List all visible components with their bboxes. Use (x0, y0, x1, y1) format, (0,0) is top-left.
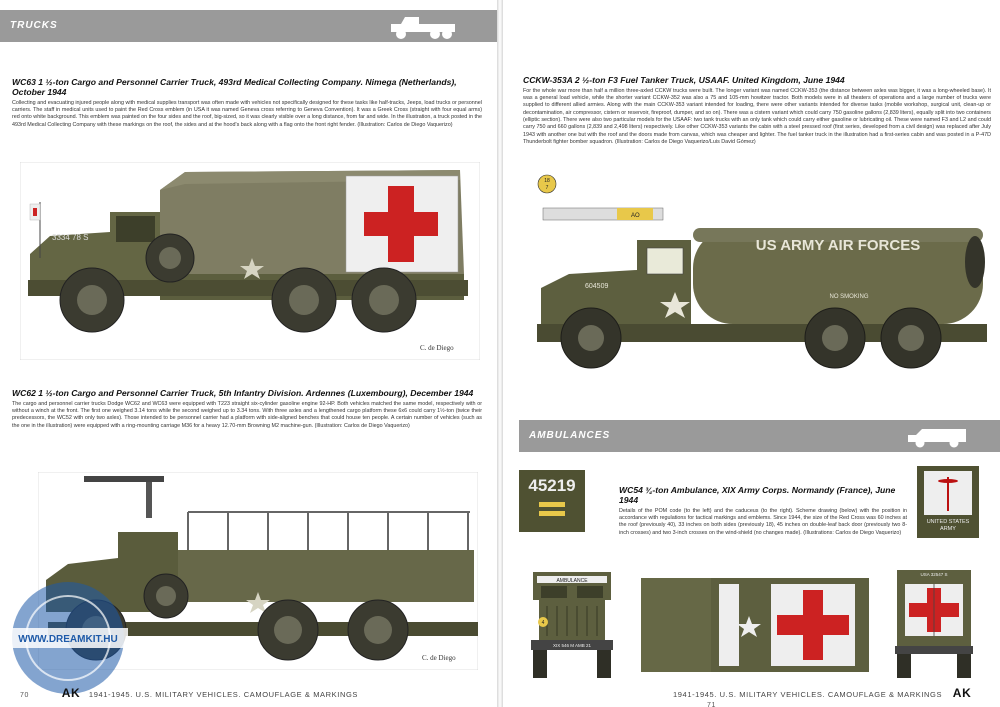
caduceus-caption-line2: ARMY (940, 526, 956, 533)
rear-bumper-code: USA 32547 S (920, 572, 948, 577)
section-label: AMBULANCES (529, 430, 611, 441)
illustration-credit: C. de Diego (422, 654, 456, 662)
caduceus-caption-line1: UNITED STATES (926, 519, 970, 525)
footer-left (20, 686, 358, 700)
section-header-trucks (0, 10, 497, 42)
footer-title: 1941-1945. U.S. MILITARY VEHICLES. CAMOUFLAGE & MARKINGS (673, 690, 943, 699)
caption-title: WC62 1 ½-ton Cargo and Personnel Carrier Truck, 5th Infantry Division. Ardennes (Luxembourg), December 1944 (12, 388, 474, 398)
left-page (0, 0, 497, 707)
truck-silhouette-icon (389, 14, 459, 40)
wc63-illustration (20, 162, 480, 360)
caption-wc54 (619, 486, 907, 537)
caption-body: Collecting and evacuating injured people along with medical supplies transport was often made with vehicles not specifically designed for these tasks like half-tracks, Jeeps, load trucks or personnel carriers. The staff in medical units used to paint the Red Cross emblem (in USA it was named Geneva cross referring to Geneva Convention). It was a Greek Cross (straight with four equal arms) red onto white background. This emblem was painted on the four sides and the roof, big-sized, so it was clearly visible over a long distance, from far and wide. In the illustration, a truck posted in the 493rd Medical Collecting Company with these markings on the roof, the sides and at the hood's back along with a flag onto the front right fender. (Illustration: Carlos de Diego Vaquerizo) (12, 99, 482, 128)
tank-lettering: US ARMY AIR FORCES (755, 237, 921, 254)
right-page (503, 0, 1000, 707)
front-ambulance-sign: AMBULANCE (556, 578, 588, 584)
vehicle-code: 3334 78 S (52, 233, 89, 242)
caption-wc62 (12, 389, 482, 430)
caption-title: WC54 ¾-ton Ambulance, XIX Army Corps. Normandy (France), June 1944 (619, 485, 896, 505)
caduceus-plate (917, 466, 979, 538)
side-plate: AO (631, 213, 640, 219)
ambulance-silhouette-icon (906, 426, 970, 448)
ambulance-top-view (637, 570, 873, 680)
caption-title: CCKW-353A 2 ½-ton F3 Fuel Tanker Truck, USAAF. United Kingdom, June 1944 (523, 75, 845, 85)
watermark-logo (8, 578, 128, 698)
caption-body: Details of the POM code (to the left) and the caduceus (to the right). Scheme drawing (below) with the position in accordance with regulations for tactical markings and emblems. Since 1944, the size of the Red Cross was 60 inches at the roof (previously 40), 33 inches on both sides (previously 18), 45 inches on double-leaf back door (previously two 8-inch crosses) and two 3-inch crosses on the wind-shield (no changes made). (Illustrations: Carlos de Diego Vaquerizo) (619, 507, 907, 536)
ambulance-front-view (527, 566, 617, 682)
brand-logo: AK (61, 686, 81, 700)
caption-cckw (523, 76, 991, 146)
page-number: 70 (20, 692, 29, 699)
watermark-text: WWW.DREAMKIT.HU (18, 634, 118, 645)
pom-code-plate (519, 470, 585, 532)
section-header-ambulances (519, 420, 1000, 452)
ambulance-rear-view (889, 566, 979, 682)
footer-right (673, 686, 1000, 707)
front-bumper-code: XIX 546 M AMB 21 (552, 643, 592, 648)
badge-top: 18 (544, 178, 550, 184)
caption-title: WC63 1 ½-ton Cargo and Personnel Carrier Truck, 493rd Medical Collecting Company. Nimega (Netherlands), October 1944 (12, 77, 457, 97)
badge-bottom: 7 (545, 185, 549, 191)
footer-title: 1941-1945. U.S. MILITARY VEHICLES. CAMOUFLAGE & MARKINGS (88, 690, 359, 699)
brand-logo: AK (952, 686, 972, 700)
section-label: TRUCKS (10, 20, 58, 31)
serial-number: 604509 (585, 283, 609, 290)
caption-body: For the whole war more than half a million three-axled CCKW trucks were built. The longer variant was named CCKW-353 (the distance between axles was bigger, it was a long-wheeled base). It was a general load vehicle, while the shorter variant CCKW-352 was also a 75 and 105-mm howitzer tractor. Both models were in all theaters of operations and a large number of trucks were supplied to different allied armies. Along with the main CCKW-353 variant intended for loading, there were other variants intended for diverse tasks (mobile workshop, surgical unit, clean-up or decontamination, air compressor, cistern or reservoir, fireproof, dumper, and so on). There was a cistern variant which could carry 750 gasoline gallons (2,839 liters), equally split into two containers (elliptic section). There were also two particular models for the USAAF: two tank trucks with an only tank which could carry either gasoline or lubricating oil. These were named F3 and L2 and could carry 750 and 660 gallons (2,839 and 2,498 liters) respectively. Like other CCKW-353 variants the cabin with a steel pressed roof (first series, developed from a civil design) was replaced after July 1943 with another one but with the roof and the doors made from canvas, which was cheaper and lighter. The fuel tanker truck in the illustration had a first-series cabin and was posted in a P-47D Thunderbolt fighter bomber squadron. (Illustration: Carlos de Diego Vaquerizo/Luis David Gómez) (523, 87, 991, 145)
caduceus-icon (924, 471, 972, 515)
caption-wc63 (12, 78, 482, 129)
fuel-tanker-illustration (529, 170, 989, 395)
caption-body: The cargo and personnel carrier trucks Dodge WC62 and WC63 were equipped with T223 straight six-cylinder gasoline engine 92-HP. Both vehicles matched the same model, respectively with or without a winch at the front. The first one weighed 3.14 tons while the second weighed up to 3.34 tons. With three axles and a lengthened cargo platform these 6x6 could carry 1½-ton (twice their predecessors, the WC52 with only two axles). Those intended to be personnel carrier had a platform with side-aligned benches that could house ten people. A certain number of vehicles (such as the one in the illustration) were equipped with a ring-mounting carriage M36 for a heavy 12.70-mm Browning M2 machine-gun. (Illustration: Carlos de Diego Vaquerizo) (12, 400, 482, 429)
front-hood-marker: 4 (541, 620, 545, 626)
pom-code-number: 45219 (528, 476, 576, 495)
page-number: 71 (707, 702, 716, 707)
no-smoking-label: NO SMOKING (829, 294, 869, 300)
illustration-credit: C. de Diego (420, 344, 454, 352)
